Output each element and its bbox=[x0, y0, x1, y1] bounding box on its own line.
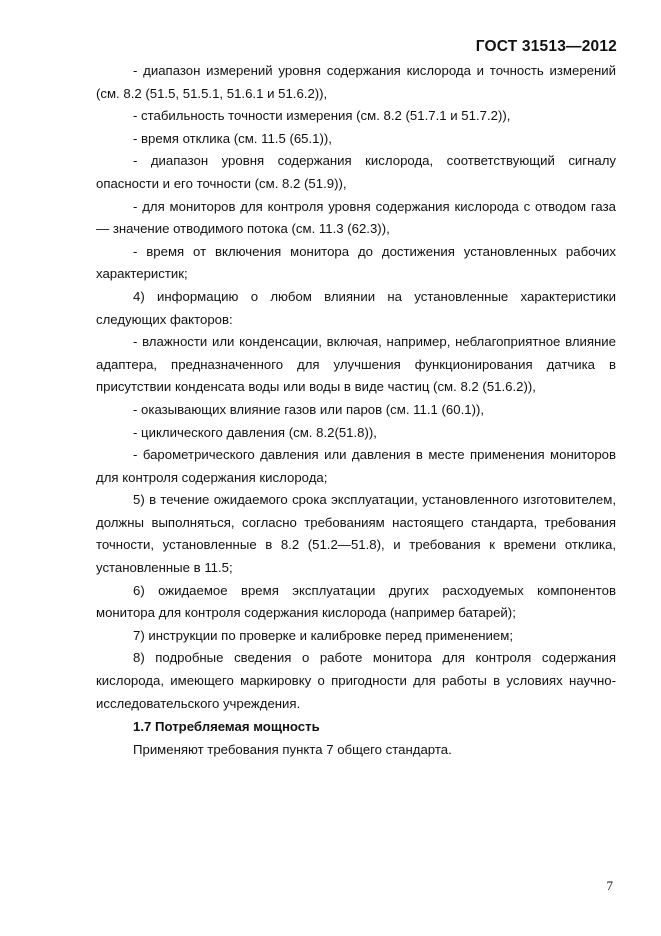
document-body bbox=[96, 60, 616, 761]
numbered-item-7: 7) инструкции по проверке и калибровке перед применением; bbox=[133, 627, 513, 643]
list-item-accuracy-stability: - стабильность точности измерения (см. 8.2 (51.7.1 и 51.7.2)), bbox=[133, 108, 511, 124]
numbered-item-8: 8) подробные сведения о работе монитора для контроля содержания кислорода, имеющего маркировку о пригодности для работы в условиях научно-исследовательского учреждения. bbox=[96, 650, 616, 711]
section-heading: 1.7 Потребляемая мощность bbox=[133, 719, 320, 735]
numbered-item-4: 4) информацию о любом влиянии на установленные характеристики следующих факторов: bbox=[96, 288, 616, 327]
list-item-sampling-flow: - для мониторов для контроля уровня содержания кислорода с отводом газа — значение отводимого потока (см. 11.3 (62.3)), bbox=[96, 198, 616, 237]
standard-code-header: ГОСТ 31513—2012 bbox=[475, 38, 617, 55]
list-item-cyclic-pressure: - циклического давления (см. 8.2(51.8)), bbox=[133, 424, 377, 440]
section-body: Применяют требования пункта 7 общего стандарта. bbox=[133, 741, 452, 757]
list-item-response-time: - время отклика (см. 11.5 (65.1)), bbox=[133, 130, 332, 146]
numbered-item-5: 5) в течение ожидаемого срока эксплуатации, установленного изготовителем, должны выполняться, согласно требованиям настоящего стандарта, требования точности, установленные в 8.2 (51.2—51.8), и требования к времени отклика, установленные в 11.5; bbox=[96, 492, 616, 576]
list-item-alarm-range: - диапазон уровня содержания кислорода, соответствующий сигналу опасности и его точности (см. 8.2 (51.9)), bbox=[96, 153, 616, 191]
list-item-humidity: - влажности или конденсации, включая, например, неблагоприятное влияние адаптера, предназначенного для улучшения функционирования датчика в присутствии конденсата воды или воды в виде частиц (см. 8.2 (51.6.2)), bbox=[96, 334, 616, 395]
list-item-barometric-pressure: - барометрического давления или давления в месте применения мониторов для контроля содержания кислорода; bbox=[96, 447, 616, 485]
list-item-interfering-gases: - оказывающих влияние газов или паров (см. 11.1 (60.1)), bbox=[133, 401, 485, 417]
page-number: 7 bbox=[606, 878, 613, 893]
numbered-item-6: 6) ожидаемое время эксплуатации других расходуемых компонентов монитора для контроля содержания кислорода (например батарей); bbox=[96, 582, 616, 621]
list-item-warmup-time: - время от включения монитора до достижения установленных рабочих характеристик; bbox=[96, 243, 616, 282]
list-item-measurement-range: - диапазон измерений уровня содержания кислорода и точность измерений (см. 8.2 (51.5, 51.5.1, 51.6.1 и 51.6.2)), bbox=[96, 63, 616, 101]
